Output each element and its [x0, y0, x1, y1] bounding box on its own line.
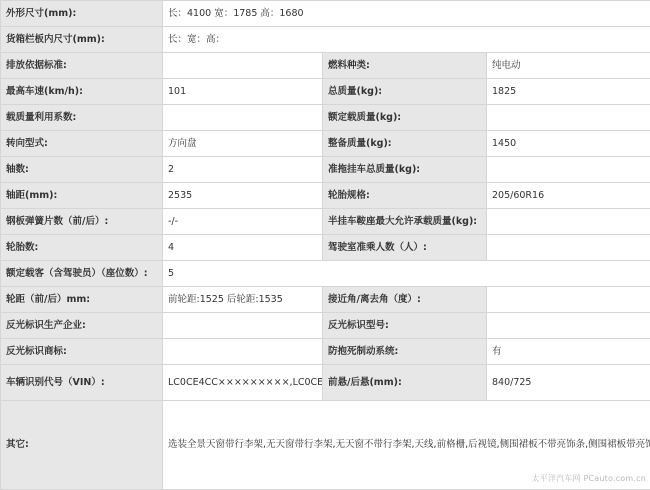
- reflector-model-value: [487, 313, 650, 339]
- emission-standard-label: 排放依据标准:: [1, 53, 163, 79]
- max-speed-label: 最高车速(km/h):: [1, 79, 163, 105]
- tire-count-value: 4: [163, 235, 323, 261]
- row-dimensions: [1, 1, 650, 27]
- approach-angle-value: [487, 287, 650, 313]
- emission-standard-value: [163, 53, 323, 79]
- steering-type-value: 方向盘: [163, 131, 323, 157]
- row-cargo: [1, 27, 650, 53]
- row-reflector-brand-abs: [1, 339, 650, 365]
- reflector-brand-value: [163, 339, 323, 365]
- other-label: 其它:: [1, 401, 163, 490]
- dimensions-label: 外形尺寸(mm):: [1, 1, 163, 27]
- fuel-type-value: 纯电动: [487, 53, 650, 79]
- track-width-value: 前轮距:1525 后轮距:1535: [163, 287, 323, 313]
- max-speed-value: 101: [163, 79, 323, 105]
- row-emission-fuel: [1, 53, 650, 79]
- reflector-maker-label: 反光标识生产企业:: [1, 313, 163, 339]
- cab-seats-label: 驾驶室准乘人数（人）:: [323, 235, 487, 261]
- row-tires-cab: [1, 235, 650, 261]
- row-reflector-maker: [1, 313, 650, 339]
- tire-count-label: 轮胎数:: [1, 235, 163, 261]
- overhang-value: 840/725: [487, 365, 650, 401]
- approach-angle-label: 接近角/离去角（度）:: [323, 287, 487, 313]
- cargo-box-value: 长：宽：高：: [163, 27, 650, 53]
- row-springs: [1, 209, 650, 235]
- leaf-springs-value: -/-: [163, 209, 323, 235]
- wheelbase-label: 轴距(mm):: [1, 183, 163, 209]
- axle-count-value: 2: [163, 157, 323, 183]
- abs-label: 防抱死制动系统:: [323, 339, 487, 365]
- load-utilization-label: 载质量利用系数:: [1, 105, 163, 131]
- dimensions-value: 长：4100 宽：1785 高：1680: [163, 1, 650, 27]
- gross-mass-value: 1825: [487, 79, 650, 105]
- row-wheelbase-tire: [1, 183, 650, 209]
- steering-type-label: 转向型式:: [1, 131, 163, 157]
- semi-trailer-mass-label: 准拖挂车总质量(kg):: [323, 157, 487, 183]
- tire-spec-value: 205/60R16: [487, 183, 650, 209]
- load-utilization-value: [163, 105, 323, 131]
- tire-spec-label: 轮胎规格:: [323, 183, 487, 209]
- gross-mass-label: 总质量(kg):: [323, 79, 487, 105]
- row-steering-curb: [1, 131, 650, 157]
- vin-value: LC0CE4CC×××××××××,LC0CE: [163, 365, 323, 401]
- row-track-approach: [1, 287, 650, 313]
- reflector-model-label: 反光标识型号:: [323, 313, 487, 339]
- passenger-capacity-value: 5: [163, 261, 650, 287]
- saddle-load-label: 半挂车鞍座最大允许承载质量(kg):: [323, 209, 487, 235]
- row-load: [1, 105, 650, 131]
- semi-trailer-mass-value: [487, 157, 650, 183]
- row-speed-gross: [1, 79, 650, 105]
- saddle-load-value: [487, 209, 650, 235]
- curb-mass-value: 1450: [487, 131, 650, 157]
- fuel-type-label: 燃料种类:: [323, 53, 487, 79]
- rated-load-value: [487, 105, 650, 131]
- curb-mass-label: 整备质量(kg):: [323, 131, 487, 157]
- cab-seats-value: [487, 235, 650, 261]
- other-value: 选装全景天窗带行李架,无天窗带行李架,无天窗不带行李架,天线,前格栅,后视镜,侧围裙板不带亮饰条,侧围裙板带亮: [163, 401, 650, 490]
- abs-value: 有: [487, 339, 650, 365]
- overhang-label: 前悬/后悬(mm):: [323, 365, 487, 401]
- rated-load-label: 额定载质量(kg):: [323, 105, 487, 131]
- reflector-brand-label: 反光标识商标:: [1, 339, 163, 365]
- watermark-logo: 太平洋汽车网 PCauto.com.cn: [532, 473, 646, 484]
- axle-count-label: 轴数:: [1, 157, 163, 183]
- reflector-maker-value: [163, 313, 323, 339]
- wheelbase-value: 2535: [163, 183, 323, 209]
- row-axles: [1, 157, 650, 183]
- row-passengers: [1, 261, 650, 287]
- passenger-capacity-label: 额定载客（含驾驶员）（座位数）:: [1, 261, 163, 287]
- track-width-label: 轮距（前/后）mm:: [1, 287, 163, 313]
- vin-label: 车辆识别代号（VIN）:: [1, 365, 163, 401]
- row-vin: [1, 365, 650, 401]
- leaf-springs-label: 钢板弹簧片数（前/后）:: [1, 209, 163, 235]
- cargo-box-label: 货箱栏板内尺寸(mm):: [1, 27, 163, 53]
